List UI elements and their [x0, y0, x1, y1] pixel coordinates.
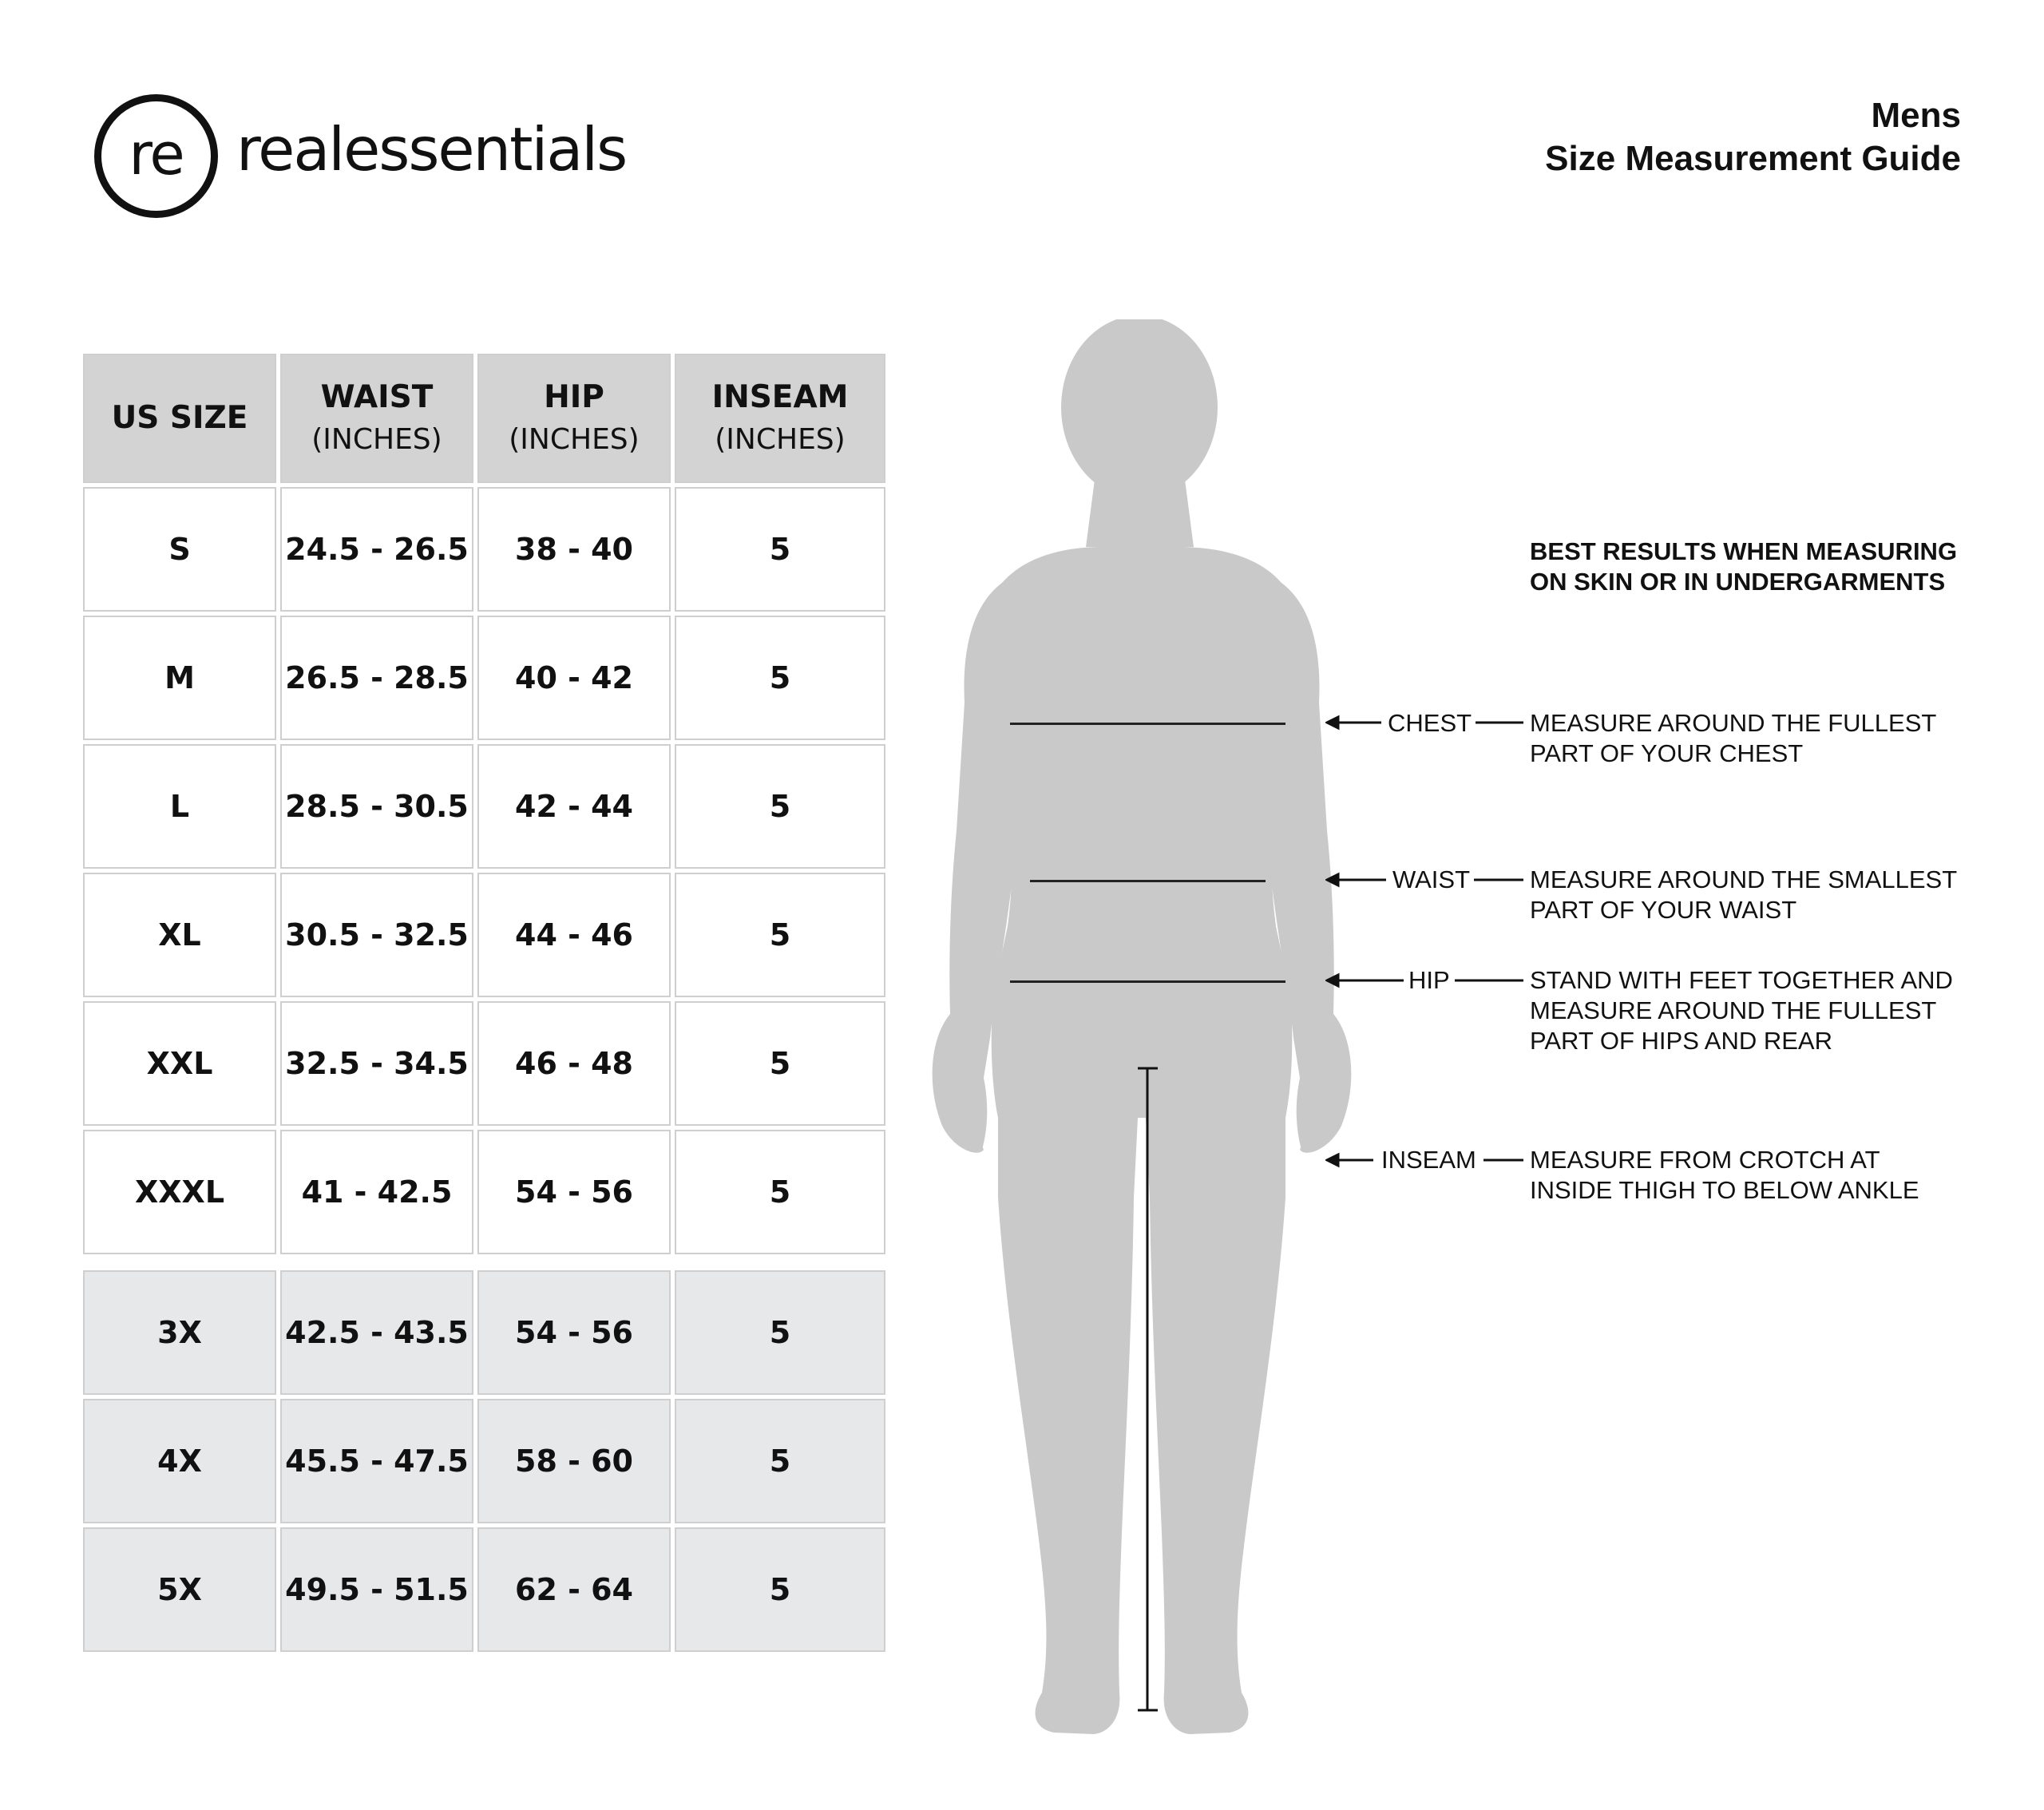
- measure-note: BEST RESULTS WHEN MEASURING ON SKIN OR IN UNDERGARMENTS: [1530, 537, 1958, 596]
- cell-inseam: 5: [675, 487, 885, 612]
- gap-cell: [280, 1258, 473, 1266]
- table-row: [83, 1270, 885, 1395]
- brand-logo: [94, 94, 653, 220]
- logo-mark: re: [129, 120, 184, 188]
- cell-inseam: 5: [675, 1527, 885, 1652]
- logo-circle-icon: [94, 94, 218, 218]
- table-row: [83, 487, 885, 612]
- header-us-size: US SIZE: [83, 354, 276, 483]
- cell-size: XXL: [83, 1001, 276, 1126]
- table-row: [83, 744, 885, 869]
- cell-inseam: 5: [675, 744, 885, 869]
- gap-cell: [477, 1258, 671, 1266]
- cell-hip: 62 - 64: [477, 1527, 671, 1652]
- cell-hip: 44 - 46: [477, 873, 671, 997]
- gap-cell: [83, 1258, 276, 1266]
- header-inseam: INSEAM (INCHES): [675, 354, 885, 483]
- hip-measure-line: [1010, 980, 1285, 983]
- cell-waist: 24.5 - 26.5: [280, 487, 473, 612]
- size-table: [79, 350, 889, 1656]
- hip-label: HIP: [1408, 966, 1450, 994]
- cell-size: M: [83, 616, 276, 740]
- cell-inseam: 5: [675, 1001, 885, 1126]
- cell-hip: 38 - 40: [477, 487, 671, 612]
- cell-inseam: 5: [675, 873, 885, 997]
- waist-description: MEASURE AROUND THE SMALLEST PART OF YOUR WAIST: [1530, 865, 1958, 924]
- table-row: [83, 1527, 885, 1652]
- header-waist: WAIST (INCHES): [280, 354, 473, 483]
- cell-inseam: 5: [675, 1270, 885, 1395]
- cell-size: 5X: [83, 1527, 276, 1652]
- page-title: [1545, 94, 1961, 180]
- chest-measure-line: [1010, 723, 1285, 725]
- cell-inseam: 5: [675, 1130, 885, 1254]
- table-row: [83, 1130, 885, 1254]
- cell-inseam: 5: [675, 1399, 885, 1523]
- cell-waist: 32.5 - 34.5: [280, 1001, 473, 1126]
- body-silhouette-icon: [894, 319, 1389, 1749]
- title-line-2: Size Measurement Guide: [1545, 139, 1961, 178]
- cell-hip: 46 - 48: [477, 1001, 671, 1126]
- waist-label: WAIST: [1392, 865, 1471, 893]
- cell-inseam: 5: [675, 616, 885, 740]
- inseam-label: INSEAM: [1381, 1146, 1476, 1174]
- table-row: [83, 1399, 885, 1523]
- cell-waist: 30.5 - 32.5: [280, 873, 473, 997]
- callout-arrows: [1325, 703, 1533, 1182]
- header-hip: HIP (INCHES): [477, 354, 671, 483]
- table-row: [83, 616, 885, 740]
- title-line-1: Mens: [1871, 96, 1961, 135]
- table-row: [83, 1001, 885, 1126]
- cell-size: 4X: [83, 1399, 276, 1523]
- table-header-row: [83, 354, 885, 483]
- cell-waist: 42.5 - 43.5: [280, 1270, 473, 1395]
- chest-label: CHEST: [1388, 709, 1472, 737]
- cell-hip: 40 - 42: [477, 616, 671, 740]
- table-gap: [83, 1258, 885, 1266]
- cell-hip: 54 - 56: [477, 1270, 671, 1395]
- cell-size: XXXL: [83, 1130, 276, 1254]
- inseam-description: MEASURE FROM CROTCH AT INSIDE THIGH TO BELOW ANKLE: [1530, 1146, 1919, 1204]
- cell-size: XL: [83, 873, 276, 997]
- cell-size: L: [83, 744, 276, 869]
- cell-size: S: [83, 487, 276, 612]
- cell-waist: 28.5 - 30.5: [280, 744, 473, 869]
- cell-size: 3X: [83, 1270, 276, 1395]
- chest-description: MEASURE AROUND THE FULLEST PART OF YOUR CHEST: [1530, 709, 1937, 767]
- cell-hip: 54 - 56: [477, 1130, 671, 1254]
- cell-hip: 42 - 44: [477, 744, 671, 869]
- waist-measure-line: [1030, 880, 1266, 882]
- hip-description: STAND WITH FEET TOGETHER AND MEASURE AROUND THE FULLEST PART OF HIPS AND REAR: [1530, 966, 1953, 1055]
- cell-waist: 49.5 - 51.5: [280, 1527, 473, 1652]
- cell-waist: 45.5 - 47.5: [280, 1399, 473, 1523]
- cell-hip: 58 - 60: [477, 1399, 671, 1523]
- cell-waist: 26.5 - 28.5: [280, 616, 473, 740]
- cell-waist: 41 - 42.5: [280, 1130, 473, 1254]
- table-row: [83, 873, 885, 997]
- gap-cell: [675, 1258, 885, 1266]
- logo-wordmark: realessentials: [236, 114, 627, 184]
